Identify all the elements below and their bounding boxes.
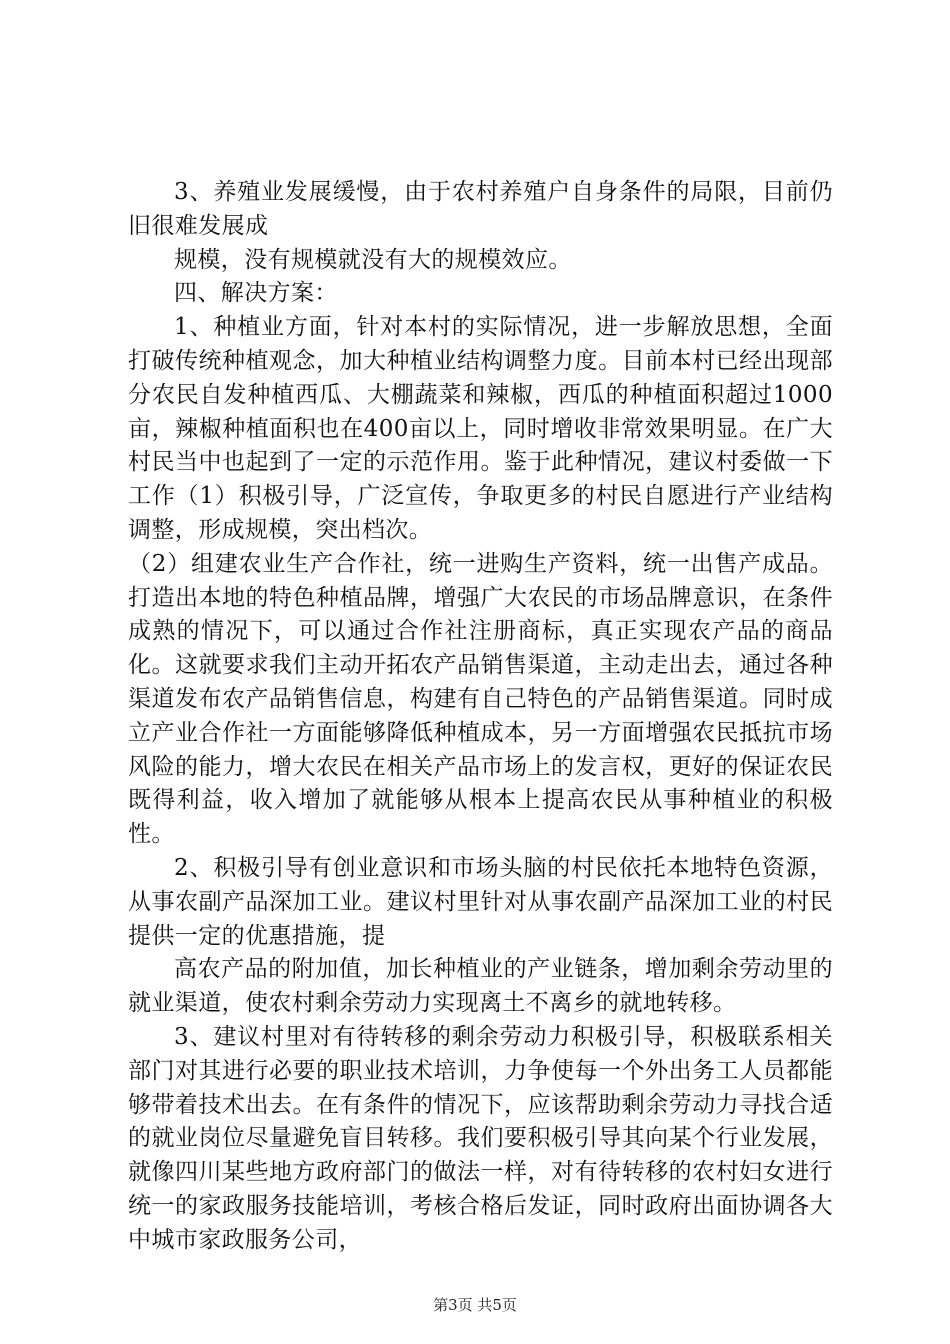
paragraph-scale-effect: 规模，没有规模就没有大的规模效应。: [174, 246, 572, 273]
paragraph-value-added: 高农产品的附加值，加长种植业的产业链条，增加剩余劳动里的就业渠道，使农村剩余劳动力实现离土不离乡的就地转移。: [128, 956, 833, 1017]
section-heading-solutions: 四、解决方案：: [174, 280, 338, 307]
paragraph-labor-transfer: 3、建议村里对有待转移的剩余劳动力积极引导，积极联系相关部门对其进行必要的职业技术培训，力争使每一个外出务工人员都能够带着技术出去。在有条件的情况下，应该帮助剩余劳动力寻找合适的就业岗位尽量避免盲目转移。我们要积极引导其向某个行业发展，就像四川某些地方政府部门的做法一样，对有待转移的农村妇女进行统一的家政服务技能培训，考核合格后发证，同时政府出面协调各大中城市家政服务公司，: [128, 1023, 833, 1253]
page-number-footer: 第3页 共5页: [433, 1296, 517, 1314]
paragraph-breeding-slow: 3、养殖业发展缓慢，由于农村养殖户自身条件的局限，目前仍旧很难发展成: [128, 179, 833, 239]
paragraph-cooperative: （2）组建农业生产合作社，统一进购生产资料，统一出售产成品。打造出本地的特色种植品牌，增强广大农民的市场品牌意识，在条件成熟的情况下，可以通过合作社注册商标，真正实现农产品的商品化。这就要求我们主动开拓农产品销售渠道，主动走出去，通过各种渠道发布农产品销售信息，构建有自己特色的产品销售渠道。同时成立产业合作社一方面能够降低种植成本，另一方面增强农民抵抗市场风险的能力，增大农民在相关产品市场上的发言权，更好的保证农民既得利益，收入增加了就能够从根本上提高农民从事种植业的积极性。: [128, 550, 833, 848]
paragraph-planting: 1、种植业方面，针对本村的实际情况，进一步解放思想，全面打破传统种植观念，加大种植业结构调整力度。目前本村已经出现部分农民自发种植西瓜、大棚蔬菜和辣椒，西瓜的种植面积超过1000亩，辣椒种植面积也在400亩以上，同时增收非常效果明显。在广大村民当中也起到了一定的示范作用。鉴于此种情况，建议村委做一下工作（1）积极引导，广泛宣传，争取更多的村民自愿进行产业结构调整，形成规模，突出档次。: [128, 314, 833, 543]
paragraph-deep-processing: 2、积极引导有创业意识和市场头脑的村民依托本地特色资源，从事农副产品深加工业。建议村里针对从事农副产品深加工业的村民提供一定的优惠措施，提: [128, 854, 833, 949]
document-body: [128, 176, 833, 1258]
